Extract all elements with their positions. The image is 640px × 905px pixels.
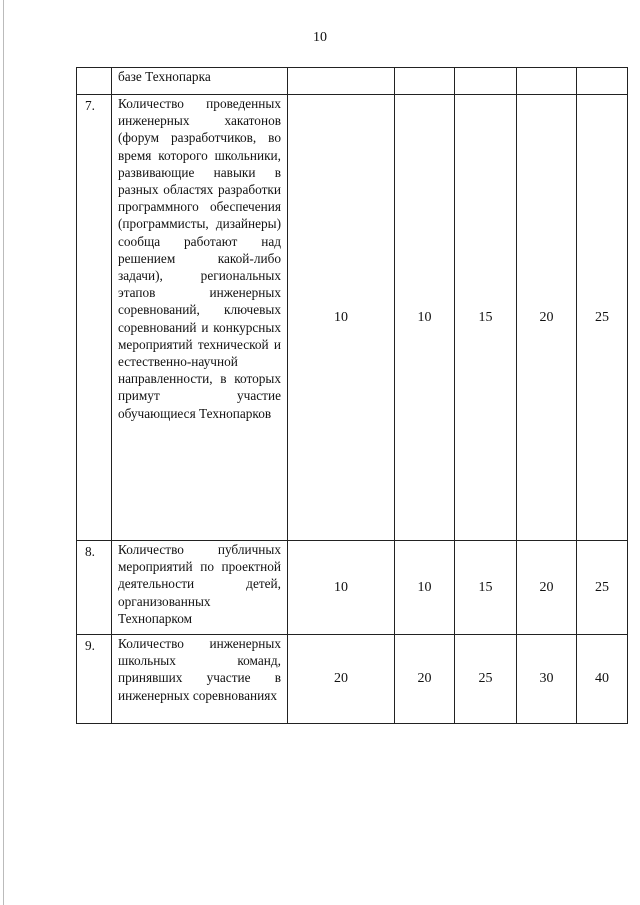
value-cell: 20 xyxy=(395,635,455,724)
value-cell: 40 xyxy=(577,635,628,724)
value-cell xyxy=(455,68,517,95)
indicators-table xyxy=(76,67,628,724)
value-cell: 10 xyxy=(288,95,395,541)
row-description: Количество публичных мероприятий по проектной деятельности детей, организованных Технопарком xyxy=(112,541,288,635)
value-cell: 30 xyxy=(517,635,577,724)
table-row xyxy=(77,541,628,635)
value-cell: 20 xyxy=(517,95,577,541)
table-row xyxy=(77,68,628,95)
value-cell xyxy=(517,68,577,95)
value-cell: 10 xyxy=(395,95,455,541)
value-cell: 25 xyxy=(577,541,628,635)
value-cell xyxy=(395,68,455,95)
value-cell: 20 xyxy=(517,541,577,635)
page-number: 10 xyxy=(313,30,327,45)
value-cell: 20 xyxy=(288,635,395,724)
table-row xyxy=(77,95,628,541)
table-row xyxy=(77,635,628,724)
value-cell: 15 xyxy=(455,541,517,635)
value-cell: 10 xyxy=(288,541,395,635)
row-number: 7. xyxy=(77,95,112,541)
row-number xyxy=(77,68,112,95)
value-cell: 25 xyxy=(455,635,517,724)
value-cell: 15 xyxy=(455,95,517,541)
row-description: Количество инженерных школьных команд, принявших участие в инженерных соревнованиях xyxy=(112,635,288,724)
value-cell: 25 xyxy=(577,95,628,541)
value-cell: 10 xyxy=(395,541,455,635)
row-number: 9. xyxy=(77,635,112,724)
value-cell xyxy=(288,68,395,95)
row-description: Количество проведенных инженерных хакатонов (форум разработчиков, во время которого школьники, развивающие навыки в разных областях разработки программного обеспечения (программисты, дизайнеры) сообща работают над решением какой-либо задачи), региональных этапов инженерных соревнований, ключевых соревнований и конкурсных мероприятий технической и естественно-научной направленности, в которых примут участие обучающиеся Технопарков xyxy=(112,95,288,541)
value-cell xyxy=(577,68,628,95)
row-description: базе Технопарка xyxy=(112,68,288,95)
left-margin-line xyxy=(3,0,4,905)
row-number: 8. xyxy=(77,541,112,635)
